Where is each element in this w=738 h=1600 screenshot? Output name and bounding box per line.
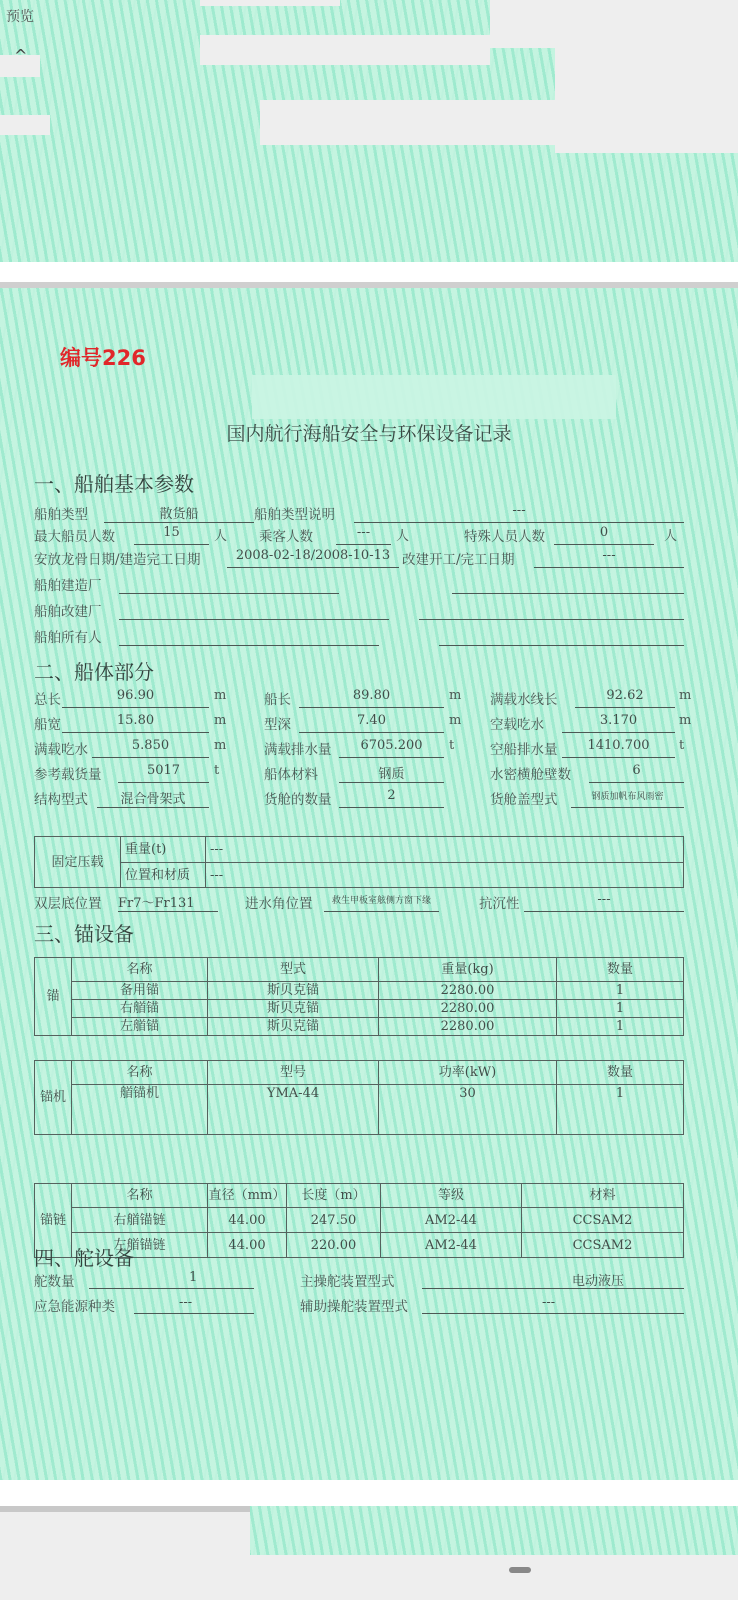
structure-value: 混合骨架式	[97, 788, 209, 808]
row-emergency	[34, 1295, 684, 1315]
special-label: 特殊人员人数	[464, 529, 545, 545]
rebuilder-value	[119, 600, 389, 620]
table-row	[35, 1085, 684, 1135]
col-header: 名称	[72, 958, 208, 982]
section-heading-rudder: 四、舵设备	[34, 1246, 134, 1270]
col-header: 名称	[72, 1184, 208, 1208]
cell: 斯贝克锚	[208, 1018, 379, 1036]
section-heading-basic-params: 一、船舶基本参数	[34, 472, 194, 496]
table-row	[35, 982, 684, 1000]
lpp-value: 89.80	[299, 688, 444, 708]
col-header: 材料	[522, 1184, 684, 1208]
page-shadow	[0, 1506, 290, 1512]
col-header: 功率(kW)	[379, 1061, 557, 1085]
hatch-value: 钢质加帆布风雨密	[571, 788, 684, 808]
rudder-count-value: 1	[89, 1270, 254, 1289]
keel-dates-value: 2008-02-18/2008-10-13	[227, 548, 399, 568]
double-bottom-label: 双层底位置	[34, 896, 102, 912]
row-dates	[34, 548, 684, 568]
col-header: 数量	[557, 1061, 684, 1085]
builder-value-2	[452, 574, 684, 594]
cell: 左艏锚链	[72, 1233, 208, 1258]
mask	[490, 0, 738, 48]
passengers-value: ---	[336, 525, 391, 545]
depth-label: 型深	[264, 717, 291, 733]
cell: 1	[557, 982, 684, 1000]
col-header: 型式	[208, 958, 379, 982]
hatch-label: 货舱盖型式	[490, 792, 558, 808]
builder-label: 船舶建造厂	[34, 578, 102, 594]
rebuilder-value-2	[419, 600, 684, 620]
redacted-area	[252, 375, 616, 419]
row-draft	[34, 738, 684, 758]
cell: 艏锚机	[72, 1085, 208, 1135]
row-structure	[34, 788, 684, 808]
loa-label: 总长	[34, 692, 61, 708]
holds-value: 2	[339, 788, 444, 808]
col-header: 长度（m）	[287, 1184, 381, 1208]
cell: 30	[379, 1085, 557, 1135]
holds-label: 货舱的数量	[264, 792, 332, 808]
light-disp-value: 1410.700	[562, 738, 675, 758]
depth-value: 7.40	[299, 713, 444, 733]
cell: 44.00	[208, 1208, 287, 1233]
cell: 247.50	[287, 1208, 381, 1233]
ballast-position-value: ---	[206, 863, 684, 888]
owner-value-2	[439, 626, 684, 646]
cell: AM2-44	[381, 1233, 522, 1258]
aux-steering-value: ---	[422, 1295, 684, 1314]
max-crew-label: 最大船员人数	[34, 529, 115, 545]
beam-label: 船宽	[34, 717, 61, 733]
structure-label: 结构型式	[34, 792, 88, 808]
unit: t	[679, 738, 685, 753]
light-draft-value: 3.170	[562, 713, 675, 733]
row-double-bottom	[34, 892, 684, 912]
cell: CCSAM2	[522, 1233, 684, 1258]
section-heading-anchor: 三、锚设备	[34, 922, 134, 946]
cell: 1	[557, 1018, 684, 1036]
windlass-table	[34, 1060, 684, 1135]
row-builder	[34, 574, 684, 594]
chain-category: 锚链	[35, 1184, 72, 1258]
owner-value	[119, 626, 379, 646]
home-indicator-icon[interactable]	[509, 1567, 531, 1573]
cell: AM2-44	[381, 1208, 522, 1233]
unit: m	[214, 688, 227, 703]
section-heading-hull: 二、船体部分	[34, 660, 154, 684]
unit: m	[679, 688, 692, 703]
cell: 2280.00	[379, 982, 557, 1000]
unit: m	[679, 713, 692, 728]
bottom-background	[0, 1555, 738, 1600]
full-draft-value: 5.850	[92, 738, 209, 758]
bulkheads-label: 水密横舱壁数	[490, 767, 571, 783]
unit: m	[449, 688, 462, 703]
preview-label: 预览	[6, 9, 34, 25]
beam-value: 15.80	[62, 713, 209, 733]
anchor-table	[34, 957, 684, 1036]
row-ship-type	[34, 503, 684, 523]
row-rebuilder	[34, 600, 684, 620]
flood-angle-label: 进水角位置	[245, 896, 313, 912]
aux-steering-label: 辅助操舵装置型式	[300, 1299, 408, 1315]
col-header: 重量(kg)	[379, 958, 557, 982]
col-header: 型号	[208, 1061, 379, 1085]
cell: 2280.00	[379, 1018, 557, 1036]
double-bottom-value: Fr7～Fr131	[118, 892, 218, 912]
page-divider	[0, 262, 738, 288]
unit: t	[449, 738, 455, 753]
material-value: 钢质	[339, 763, 444, 783]
cell: 220.00	[287, 1233, 381, 1258]
row-rudder	[34, 1270, 684, 1290]
ballast-category: 固定压载	[35, 837, 121, 888]
fixed-ballast-table	[34, 836, 684, 888]
cell: 斯贝克锚	[208, 982, 379, 1000]
document-number: 编号226	[60, 346, 146, 370]
builder-value	[119, 574, 339, 594]
ballast-position-label: 位置和材质	[121, 863, 206, 888]
unit: 人	[664, 529, 678, 544]
keel-label: 安放龙骨日期/建造完工日期	[34, 552, 201, 568]
full-disp-label: 满载排水量	[264, 742, 332, 758]
unit: t	[214, 763, 220, 778]
col-header: 直径（mm）	[208, 1184, 287, 1208]
table-row	[35, 1208, 684, 1233]
ship-type-value: 散货船	[104, 503, 254, 523]
mask	[0, 115, 50, 135]
rebuild-dates-value: ---	[534, 548, 684, 568]
ballast-weight-value: ---	[206, 837, 684, 863]
cell: 右艏锚链	[72, 1208, 208, 1233]
cell: 左艏锚	[72, 1018, 208, 1036]
cell: 斯贝克锚	[208, 1000, 379, 1018]
unit: m	[214, 738, 227, 753]
max-crew-value: 15	[134, 525, 209, 545]
lwl-value: 92.62	[575, 688, 675, 708]
rebuild-label: 改建开工/完工日期	[402, 552, 515, 568]
ballast-weight-label: 重量(t)	[121, 837, 206, 863]
cell: 右艏锚	[72, 1000, 208, 1018]
rebuilder-label: 船舶改建厂	[34, 604, 102, 620]
page-divider	[0, 1480, 738, 1506]
col-header: 等级	[381, 1184, 522, 1208]
mask	[200, 35, 490, 65]
emergency-label: 应急能源种类	[34, 1299, 115, 1315]
ref-cargo-value: 5017	[118, 763, 209, 783]
row-personnel	[34, 525, 684, 545]
col-header: 数量	[557, 958, 684, 982]
mask	[260, 100, 738, 145]
passengers-label: 乘客人数	[259, 529, 313, 545]
row-owner	[34, 626, 684, 646]
collapse-chevron-icon[interactable]: ^	[14, 46, 28, 65]
ship-type-label: 船舶类型	[34, 507, 88, 523]
material-label: 船体材料	[264, 767, 318, 783]
windlass-category: 锚机	[35, 1061, 72, 1135]
owner-label: 船舶所有人	[34, 630, 102, 646]
unsinkable-value: ---	[524, 892, 684, 912]
cell: 44.00	[208, 1233, 287, 1258]
full-draft-label: 满载吃水	[34, 742, 88, 758]
document-title: 国内航行海船安全与环保设备记录	[226, 423, 512, 445]
loa-value: 96.90	[62, 688, 209, 708]
cell: CCSAM2	[522, 1208, 684, 1233]
light-disp-label: 空船排水量	[490, 742, 558, 758]
unit: m	[449, 713, 462, 728]
unit: 人	[214, 529, 228, 544]
cell: 2280.00	[379, 1000, 557, 1018]
ship-type-desc-value: ---	[354, 503, 684, 523]
lwl-label: 满载水线长	[490, 692, 558, 708]
table-row	[35, 1000, 684, 1018]
rudder-count-label: 舵数量	[34, 1274, 75, 1290]
unit: m	[214, 713, 227, 728]
main-steering-label: 主操舵装置型式	[300, 1274, 395, 1290]
mask	[200, 0, 340, 6]
emergency-value: ---	[134, 1295, 254, 1314]
unsinkable-label: 抗沉性	[479, 896, 520, 912]
row-lengths	[34, 688, 692, 708]
ref-cargo-label: 参考载货量	[34, 767, 102, 783]
lpp-label: 船长	[264, 692, 291, 708]
cell: 1	[557, 1000, 684, 1018]
unit: 人	[396, 529, 410, 544]
full-disp-value: 6705.200	[339, 738, 444, 758]
bulkheads-value: 6	[589, 763, 684, 783]
anchor-category: 锚	[35, 958, 72, 1036]
row-beam	[34, 713, 692, 733]
cell: 备用锚	[72, 982, 208, 1000]
row-cargo	[34, 763, 684, 783]
ship-type-desc-label: 船舶类型说明	[254, 507, 335, 523]
main-steering-value: 电动液压	[422, 1270, 684, 1289]
special-value: 0	[554, 525, 654, 545]
cell: 1	[557, 1085, 684, 1135]
cell: YMA-44	[208, 1085, 379, 1135]
col-header: 名称	[72, 1061, 208, 1085]
flood-angle-value: 救生甲板室舷侧方窗下缘	[324, 892, 439, 912]
light-draft-label: 空载吃水	[490, 717, 544, 733]
table-row	[35, 1018, 684, 1036]
